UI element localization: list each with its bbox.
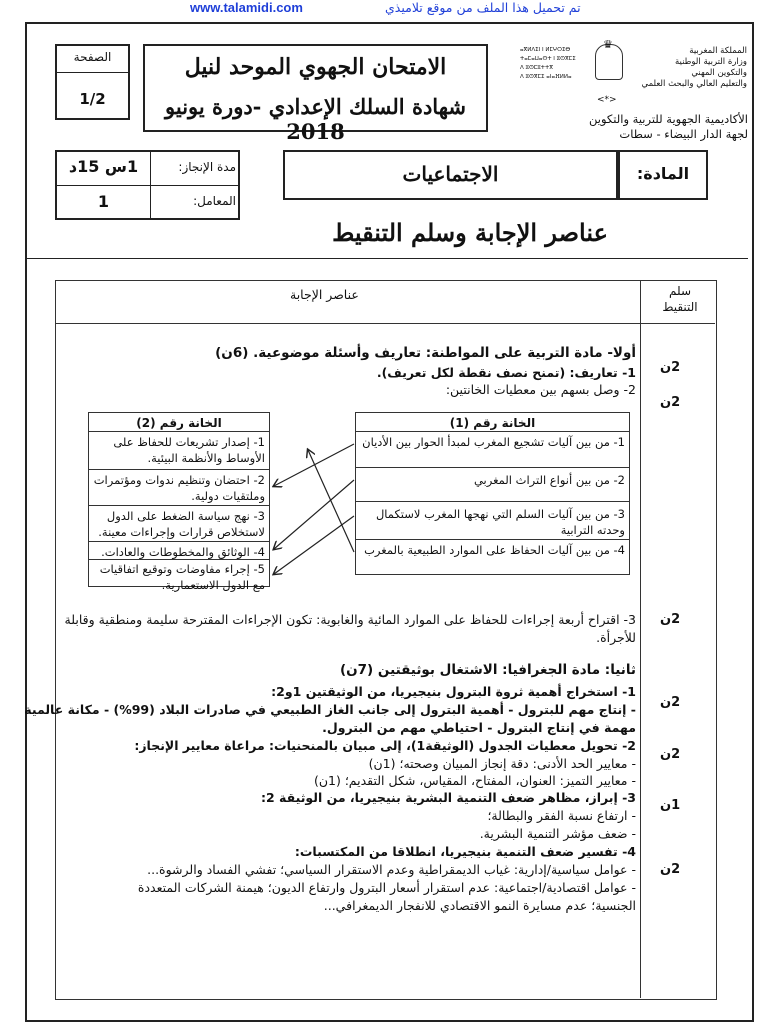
score-part1-q1: 2ن bbox=[660, 360, 681, 375]
logo-latin-line: ⴷ ⵓⵙⴳⵎⵉ ⴰⵏⴰⴼⵍⵍⴰ bbox=[520, 74, 572, 80]
matching-box-1 bbox=[355, 412, 630, 575]
box2-item: 1- إصدار تشريعات للحفاظ على الأوساط والأنظمة البيئية. bbox=[113, 435, 265, 465]
part2-q2-line1: - معايير الحد الأدنى: دقة إنجاز المبيان وصحته؛ (1ن) bbox=[368, 756, 636, 771]
arrow-2-to-4 bbox=[274, 480, 354, 549]
box1-item: 3- من بين آليات السلم التي نهجها المغرب لاستكمال وحدته الترابية bbox=[375, 507, 625, 537]
part2-q3-line1: - ارتفاع نسبة الفقر والبطالة؛ bbox=[487, 808, 636, 823]
score-header-line1: سلم bbox=[668, 284, 691, 298]
coat-of-arms-icon: ♛ bbox=[595, 44, 623, 80]
arrow-4-to-1 bbox=[308, 450, 354, 552]
page-label: الصفحة bbox=[73, 50, 112, 64]
logo-arabic-line: المملكة المغربية bbox=[689, 46, 747, 56]
duration-value: 1س 15د bbox=[68, 157, 139, 176]
score-header bbox=[648, 283, 712, 315]
part2-q4-line1: - عوامل سياسية/إدارية: غياب الديمقراطية وعدم الاستقرار السياسي؛ تفشي الفساد والرشوة... bbox=[147, 862, 636, 877]
part2-q3-line2: - ضعف مؤشر التنمية البشرية. bbox=[479, 826, 636, 841]
part1-q3-line1: 3- اقتراح أربعة إجراءات للحفاظ على الموارد المائية والغابوية: تكون الإجراءات المقترحة سليمة ومنطقية وقابلة bbox=[64, 612, 636, 627]
subject-label: المادة: bbox=[636, 164, 690, 183]
logo-tifinagh-text bbox=[520, 46, 590, 82]
part1-title: أولا- مادة التربية على المواطنة: تعاريف وأسئلة موضوعية. (6ن) bbox=[215, 345, 636, 361]
logo-arabic-line: وزارة التربية الوطنية bbox=[674, 57, 747, 67]
part2-q1-line1: - إنتاج مهم للبترول - أهمية البترول إلى جانب الغاز الطبيعي في صادرات البلاد (99%) - مكانة عالمية bbox=[24, 702, 636, 717]
logo-arabic-text bbox=[627, 46, 747, 90]
site-link[interactable]: www.talamidi.com bbox=[190, 0, 303, 15]
top-banner bbox=[0, 0, 768, 18]
matching-box-2 bbox=[88, 412, 270, 592]
subject-value: الاجتماعيات bbox=[402, 162, 499, 186]
box1-title: الخانة رقم (1) bbox=[449, 416, 536, 430]
subject-value-box bbox=[283, 150, 618, 200]
part2-q1-line2: مهمة في إنتاج البترول - احتياطي مهم من البترول. bbox=[322, 720, 636, 735]
box2-item: 4- الوثائق والمخطوطات والعادات. bbox=[101, 545, 265, 559]
part2-q3-title: 3- إبراز، مظاهر ضعف التنمية البشرية بنيجيريا، من الوثيقة 2: bbox=[260, 790, 636, 805]
part2-q4-line3: الجنسية؛ عدم مسايرة النمو الاقتصادي للانفجار الديمغرافي... bbox=[323, 898, 636, 913]
part1-q2: 2- وصل بسهم بين معطيات الخانتين: bbox=[445, 382, 636, 397]
duration-coef-box bbox=[55, 150, 240, 220]
page-value: 1/2 bbox=[79, 90, 106, 108]
score-part1-q2: 2ن bbox=[660, 395, 681, 410]
subject-label-box bbox=[618, 150, 708, 200]
score-part2-q4: 2ن bbox=[660, 862, 681, 877]
exam-title-box bbox=[143, 44, 488, 144]
score-part2-q1: 2ن bbox=[660, 695, 681, 710]
box1-item: 4- من بين آليات الحفاظ على الموارد الطبيعية بالمغرب bbox=[364, 543, 625, 557]
academy-line: الأكاديمية الجهوية للتربية والتكوين bbox=[589, 112, 748, 126]
score-part1-q3: 2ن bbox=[660, 612, 681, 627]
page-number-box bbox=[55, 44, 130, 120]
part2-q4-line2: - عوامل اقتصادية/اجتماعية: عدم استقرار أسعار البترول وارتفاع الديون؛ هيمنة الشركات المتعددة bbox=[137, 880, 636, 895]
duration-label: مدة الإنجاز: bbox=[178, 160, 236, 174]
score-header-line2: التنقيط bbox=[662, 300, 698, 314]
main-heading: عناصر الإجابة وسلم التنقيط bbox=[332, 218, 608, 247]
box1-item: 1- من بين آليات تشجيع المغرب لمبدأ الحوار بين الأديان bbox=[362, 435, 625, 449]
region-line: لجهة الدار البيضاء - سطات bbox=[619, 127, 748, 141]
page-box-divider bbox=[57, 72, 128, 73]
score-part2-q2: 2ن bbox=[660, 747, 681, 762]
arrow-1-to-2 bbox=[274, 444, 354, 486]
matching-arrows bbox=[270, 412, 355, 587]
logo-latin-line: ⴰⴳⵍⴷⵉⵏ ⵏ ⵍⵎⵖⵔⵉⴱ bbox=[520, 47, 571, 53]
exam-title-line2: شهادة السلك الإعدادي -دورة يونيو 2018 bbox=[165, 94, 466, 144]
box2-item: 3- نهج سياسة الضغط على الدول لاستخلاص قرارات وإجراءات معينة. bbox=[98, 509, 265, 539]
part2-q2-line2: - معايير التميز: العنوان، المفتاح، المقياس، شكل التقديم؛ (1ن) bbox=[313, 773, 636, 788]
part2-q2-title: 2- تحويل معطيات الجدول (الوثيقة1)، إلى مبيان بالمنحنيات: مراعاة معايير الإنجاز: bbox=[134, 738, 636, 753]
part2-q4-title: 4- تفسير ضعف التنمية بنيجيريا، انطلاقا من المكتسبات: bbox=[294, 844, 636, 859]
academy-name bbox=[520, 112, 748, 142]
box2-title: الخانة رقم (2) bbox=[136, 416, 222, 430]
part1-q3-line2: للأجرأة. bbox=[596, 630, 636, 645]
logo-latin-line: ⴷ ⵓⵙⵎⵓⵜⵜⴳ bbox=[520, 65, 553, 71]
score-part2-q3: 1ن bbox=[660, 798, 681, 813]
heading-separator bbox=[27, 258, 748, 259]
logo-arabic-line: والتكوين المهني bbox=[691, 68, 747, 78]
logo-stars: <*> bbox=[597, 95, 617, 105]
box2-item: 2- احتضان وتنظيم ندوات ومؤتمرات وملتقيات دولية. bbox=[93, 473, 265, 503]
score-column-divider bbox=[640, 280, 641, 998]
coef-label: المعامل: bbox=[193, 194, 236, 208]
box2-item: 5- إجراء مفاوضات وتوقيع اتفاقيات مع الدول الاستعمارية. bbox=[99, 562, 265, 592]
logo-arabic-line: والتعليم العالي والبحث العلمي bbox=[641, 79, 747, 89]
part2-q1-title: 1- استخراج أهمية ثروة البترول بنيجيريا، من الوثيقتين 1و2: bbox=[271, 684, 636, 699]
download-note[interactable]: تم تحميل هذا الملف من موقع تلاميذي bbox=[385, 0, 581, 15]
part1-q1: 1- تعاريف: (تمنح نصف نقطة لكل تعريف). bbox=[376, 365, 636, 380]
box1-item: 2- من بين أنواع التراث المغربي bbox=[473, 473, 625, 487]
part2-title: ثانيا: مادة الجغرافيا: الاشتغال بوثيقتين (7ن) bbox=[339, 662, 636, 678]
answers-header: عناصر الإجابة bbox=[290, 287, 359, 302]
coef-value: 1 bbox=[97, 192, 110, 211]
logo-latin-line: ⵜⴰⵎⴰⵡⴰⵙⵜ ⵏ ⵓⵙⴳⵎⵉ bbox=[520, 56, 576, 62]
answers-table-header bbox=[55, 280, 715, 324]
exam-title-line1: الامتحان الجهوي الموحد لنيل bbox=[184, 54, 447, 80]
